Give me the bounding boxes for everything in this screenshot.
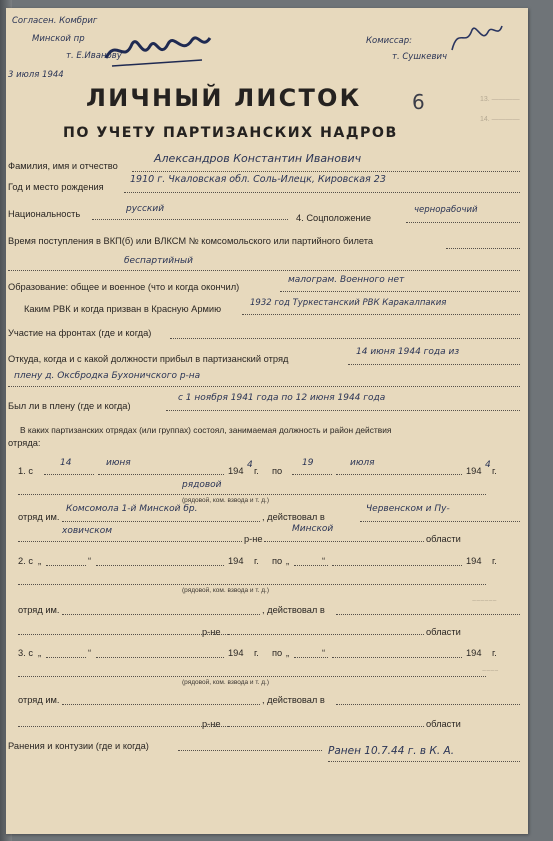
entry1-day-from-line bbox=[44, 474, 94, 475]
personal-record-sheet bbox=[6, 8, 528, 834]
entry1-rayon-line bbox=[18, 541, 242, 542]
bleed-text-2: 14. ———— bbox=[480, 116, 520, 123]
entry1-acted-label: , действовал в bbox=[262, 512, 325, 522]
entry2-q2: “ bbox=[88, 556, 92, 566]
entry1-oblast-line bbox=[264, 541, 424, 542]
entry3-oblast-label: области bbox=[426, 719, 461, 729]
social-label: 4. Соцположение bbox=[296, 213, 372, 223]
entry2-po: по bbox=[272, 556, 283, 566]
entry2-month-from-line bbox=[96, 565, 224, 566]
party-value: беспартийный bbox=[124, 256, 193, 266]
entry1-month-to: июля bbox=[350, 458, 375, 468]
from-label: Откуда, когда и с какой должности прибыл в партизанский отряд bbox=[8, 354, 289, 364]
units-label-2: отряда: bbox=[8, 438, 41, 448]
captivity-line bbox=[166, 410, 520, 411]
entry2-year-prefix-to: 194 bbox=[466, 556, 482, 566]
entry2-oblast-line bbox=[228, 634, 424, 635]
bleed-text-1: 13. ———— bbox=[480, 96, 520, 103]
rvk-label: Каким РВК и когда призван в Красную Армию bbox=[24, 304, 222, 314]
entry1-po: по bbox=[272, 466, 283, 476]
entry3-q4: “ bbox=[322, 648, 326, 658]
entry2-position-hint: (рядовой, ком. взвода и т. д.) bbox=[182, 587, 269, 594]
birth-line bbox=[124, 192, 520, 193]
entry1-position: рядовой bbox=[182, 480, 222, 490]
entry1-g-from: г. bbox=[254, 466, 259, 476]
corner-note-line1: Согласен. Комбриг bbox=[12, 16, 98, 26]
entry1-position-line bbox=[18, 494, 486, 495]
entry2-acted-line bbox=[336, 614, 520, 615]
birth-label: Год и место рождения bbox=[8, 182, 104, 192]
fronts-label: Участие на фронтах (где и когда) bbox=[8, 328, 152, 338]
rvk-value: 1932 год Туркестанский РВК Каракалпакия bbox=[250, 298, 447, 308]
name-line bbox=[132, 171, 520, 172]
entry2-position-line bbox=[18, 584, 486, 585]
entry3-g-from: г. bbox=[254, 648, 259, 658]
commissar-signature bbox=[446, 20, 506, 58]
captivity-value: с 1 ноября 1941 года по 12 июня 1944 года bbox=[178, 393, 386, 403]
entry3-year-prefix-from: 194 bbox=[228, 648, 244, 658]
social-value: чернорабочий bbox=[414, 205, 478, 215]
rvk-line bbox=[242, 314, 520, 315]
commissar-label: Комиссар: bbox=[366, 36, 412, 46]
entry1-otryad-label: отряд им. bbox=[18, 512, 60, 522]
wounds-value: Ранен 10.7.44 г. в К. А. bbox=[328, 745, 455, 757]
entry1-rayon-value: ховичском bbox=[62, 526, 112, 536]
entry3-num: 3. с bbox=[18, 648, 33, 658]
entry1-day-to: 19 bbox=[302, 458, 314, 468]
entry3-month-from-line bbox=[96, 657, 224, 658]
entry3-q1: „ bbox=[38, 648, 42, 658]
entry1-year-to: 4 bbox=[485, 460, 491, 470]
wounds-label: Ранения и контузии (где и когда) bbox=[8, 741, 149, 751]
entry1-month-from-line bbox=[98, 474, 224, 475]
entry1-otryad-value: Комсомола 1-й Минской бр. bbox=[66, 504, 198, 514]
entry3-otryad-line bbox=[62, 704, 260, 705]
entry1-g-to: г. bbox=[492, 466, 497, 476]
entry3-oblast-line bbox=[228, 726, 424, 727]
entry1-acted-line bbox=[360, 521, 520, 522]
entry1-month-to-line bbox=[336, 474, 462, 475]
wounds-line bbox=[178, 750, 322, 751]
entry2-g-from: г. bbox=[254, 556, 259, 566]
entry1-day-to-line bbox=[292, 474, 332, 475]
page-number: 6 bbox=[412, 90, 425, 114]
party-line-1 bbox=[446, 248, 520, 249]
entry2-otryad-line bbox=[62, 614, 260, 615]
education-line bbox=[280, 291, 520, 292]
entry3-g-to: г. bbox=[492, 648, 497, 658]
entry1-month-from: июня bbox=[106, 458, 131, 468]
entry3-position-line bbox=[18, 676, 486, 677]
entry3-q2: “ bbox=[88, 648, 92, 658]
entry3-po: по bbox=[272, 648, 283, 658]
page-subtitle: ПО УЧЕТУ ПАРТИЗАНСКИХ НАДРОВ bbox=[63, 125, 398, 141]
corner-note-line3: т. Е.Иванову bbox=[66, 51, 122, 61]
units-label: В каких партизанских отрядах (или группах) состоял, занимаемая должность и район действия bbox=[20, 425, 392, 435]
entry2-rne: р-не bbox=[202, 627, 221, 637]
name-value: Александров Константин Иванович bbox=[154, 152, 362, 165]
entry2-num: 2. с bbox=[18, 556, 33, 566]
entry1-oblast-label: области bbox=[426, 534, 461, 544]
entry3-acted-label: , действовал в bbox=[262, 695, 325, 705]
nationality-value: русский bbox=[126, 204, 165, 214]
entry1-num: 1. с bbox=[18, 466, 33, 476]
social-line bbox=[406, 222, 520, 223]
from-value-1: 14 июня 1944 года из bbox=[356, 347, 460, 357]
entry2-q4: “ bbox=[322, 556, 326, 566]
corner-note-date: 3 июля 1944 bbox=[8, 70, 64, 80]
corner-note-line2: Минской пр bbox=[32, 34, 85, 44]
entry2-month-to-line bbox=[332, 565, 462, 566]
commander-signature bbox=[102, 30, 214, 72]
entry1-acted-value: Червенском и Пу- bbox=[366, 504, 450, 514]
name-label: Фамилия, имя и отчество bbox=[8, 161, 118, 171]
entry1-otryad-line bbox=[62, 521, 260, 522]
entry1-day-from: 14 bbox=[60, 458, 72, 468]
entry3-month-to-line bbox=[332, 657, 462, 658]
bleed-text-3: ~~~~~~ bbox=[472, 598, 497, 605]
bleed-text-4: ~~~~ bbox=[482, 668, 499, 675]
entry2-acted-label: , действовал в bbox=[262, 605, 325, 615]
captivity-label: Был ли в плену (где и когда) bbox=[8, 401, 131, 411]
entry3-position-hint: (рядовой, ком. взвода и т. д.) bbox=[182, 679, 269, 686]
entry2-day-from-line bbox=[46, 565, 86, 566]
entry2-otryad-label: отряд им. bbox=[18, 605, 60, 615]
entry1-year-from: 4 bbox=[247, 460, 253, 470]
birth-value: 1910 г. Чкаловская обл. Соль-Илецк, Кировская 23 bbox=[130, 174, 386, 185]
entry1-oblast-value: Минской bbox=[292, 524, 334, 534]
entry3-acted-line bbox=[336, 704, 520, 705]
nationality-line bbox=[92, 219, 288, 220]
education-label: Образование: общее и военное (что и когда окончил) bbox=[8, 282, 240, 292]
entry3-otryad-label: отряд им. bbox=[18, 695, 60, 705]
fronts-line bbox=[170, 338, 520, 339]
party-label: Время поступления в ВКП(б) или ВЛКСМ № комсомольского или партийного билета bbox=[8, 236, 374, 246]
entry2-q1: „ bbox=[38, 556, 42, 566]
entry2-q3: „ bbox=[286, 556, 290, 566]
entry3-q3: „ bbox=[286, 648, 290, 658]
from-line-2 bbox=[8, 386, 520, 387]
commissar-name: т. Сушкевич bbox=[392, 52, 448, 62]
entry1-position-hint: (рядовой, ком. взвода и т. д.) bbox=[182, 497, 269, 504]
entry3-year-prefix-to: 194 bbox=[466, 648, 482, 658]
from-value-2: плену д. Оксбродка Бухоничского р-на bbox=[14, 371, 201, 381]
entry3-rne: р-не bbox=[202, 719, 221, 729]
entry2-oblast-label: области bbox=[426, 627, 461, 637]
entry1-year-prefix-from: 194 bbox=[228, 466, 244, 476]
nationality-label: Национальность bbox=[8, 209, 81, 219]
from-line-1 bbox=[348, 364, 520, 365]
entry3-day-from-line bbox=[46, 657, 86, 658]
entry1-year-prefix-to: 194 bbox=[466, 466, 482, 476]
entry1-rne: р-не bbox=[244, 534, 263, 544]
party-line-2 bbox=[8, 270, 520, 271]
page-title: ЛИЧНЫЙ ЛИСТОК bbox=[86, 84, 362, 112]
education-value: малограм. Военного нет bbox=[288, 275, 405, 285]
entry2-g-to: г. bbox=[492, 556, 497, 566]
wounds-line-2 bbox=[328, 761, 520, 762]
entry2-year-prefix-from: 194 bbox=[228, 556, 244, 566]
